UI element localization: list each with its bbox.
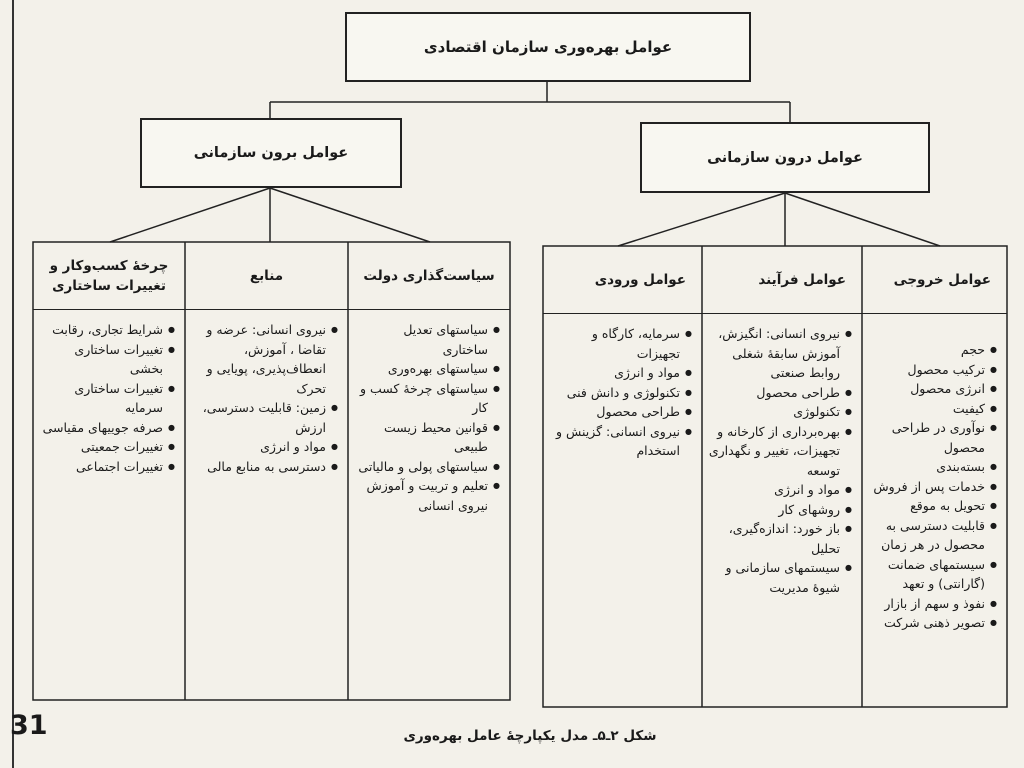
internal-title: عوامل درون سازمانی [707, 149, 863, 166]
list-item: ● سیستمهای سازمانی و شیوهٔ مدیریت [708, 558, 852, 597]
list-item: ● تحویل به موقع [868, 496, 997, 516]
list-item: ● زمین: قابلیت دسترسی، ارزش [191, 398, 338, 437]
list-item: ● صرفه جوییهای مقیاسی [39, 418, 175, 438]
external-column-government-policy [348, 242, 510, 700]
column-header: عوامل فرآیند [702, 246, 862, 314]
item-list [348, 320, 510, 515]
list-item: ● تعلیم و تربیت و آموزش نیروی انسانی [354, 476, 500, 515]
list-item: ● سیاستهای تعدیل ساختاری [354, 320, 500, 359]
list-item: ● طراحی محصول [549, 402, 692, 422]
list-item: ● سیاستهای پولی و مالیاتی [354, 457, 500, 477]
list-item: ● ترکیب محصول [868, 360, 997, 380]
list-item: ● تکنولوژی [708, 402, 852, 422]
column-header: عوامل ورودی [543, 246, 702, 314]
list-item: ● انرژی محصول [868, 379, 997, 399]
connector-external-right [270, 188, 430, 242]
external-box [140, 118, 402, 188]
column-header: منابع [185, 242, 348, 310]
connector-internal-left [618, 193, 785, 246]
list-item: ● تغییرات اجتماعی [39, 457, 175, 477]
item-list [702, 324, 862, 597]
list-item: ● تکنولوژی و دانش فنی [549, 383, 692, 403]
list-item: ● تغییرات ساختاری سرمایه [39, 379, 175, 418]
external-column-resources [185, 242, 348, 700]
list-item: ● تصویر ذهنی شرکت [868, 613, 997, 633]
list-item: ● شرایط تجاری، رقابت [39, 320, 175, 340]
internal-box [640, 122, 930, 193]
figure-caption: شکل ۲ـ۵ـ مدل یکپارچهٔ عامل بهره‌وری [403, 728, 657, 744]
internal-column-process [702, 246, 862, 707]
list-item: ● نفوذ و سهم از بازار [868, 594, 997, 614]
list-item: ● سیاستهای بهره‌وری [354, 359, 500, 379]
internal-column-input [543, 246, 702, 707]
list-item: ● بسته‌بندی [868, 457, 997, 477]
root-title: عوامل بهره‌وری سازمان اقتصادی [423, 38, 673, 56]
page-margin-line [12, 0, 14, 768]
item-list [862, 340, 1007, 633]
external-column-business-cycle [33, 242, 185, 700]
column-header: سیاست‌گذاری دولت [348, 242, 510, 310]
column-header: چرخهٔ کسب‌وکار و تغییرات ساختاری [33, 242, 185, 310]
list-item: ● بهره‌برداری از کارخانه و تجهیزات، تغییر و نگهداری توسعه [708, 422, 852, 481]
list-item: ● قابلیت دسترسی به محصول در هر زمان [868, 516, 997, 555]
list-item: ● دسترسی به منابع مالی [191, 457, 338, 477]
connector-internal-right [785, 193, 940, 246]
list-item: ● سرمایه، کارگاه و تجهیزات [549, 324, 692, 363]
list-item: ● نوآوری در طراحی محصول [868, 418, 997, 457]
internal-column-output [862, 246, 1007, 707]
list-item: ● مواد و انرژی [549, 363, 692, 383]
list-item: ● روشهای کار [708, 500, 852, 520]
list-item: ● تغییرات ساختاری بخشی [39, 340, 175, 379]
list-item: ● قوانین محیط زیست طبیعی [354, 418, 500, 457]
list-item: ● خدمات پس از فروش [868, 477, 997, 497]
item-list [33, 320, 185, 476]
list-item: ● حجم [868, 340, 997, 360]
list-item: ● تغییرات جمعیتی [39, 437, 175, 457]
list-item: ● باز خورد: اندازه‌گیری، تحلیل [708, 519, 852, 558]
list-item: ● سیستمهای ضمانت (گارانتی) و تعهد [868, 555, 997, 594]
list-item: ● مواد و انرژی [708, 480, 852, 500]
item-list [543, 324, 702, 461]
list-item: ● سیاستهای چرخهٔ کسب و کار [354, 379, 500, 418]
root-box [345, 12, 751, 82]
list-item: ● نیروی انسانی: گزینش و استخدام [549, 422, 692, 461]
connector-external-left [110, 188, 270, 242]
list-item: ● مواد و انرژی [191, 437, 338, 457]
column-header: عوامل خروجی [862, 246, 1007, 314]
external-title: عوامل برون سازمانی [193, 145, 349, 161]
list-item: ● طراحی محصول [708, 383, 852, 403]
list-item: ● کیفیت [868, 399, 997, 419]
list-item: ● نیروی انسانی: انگیزش، آموزش سابقهٔ شغلی روابط صنعتی [708, 324, 852, 383]
item-list [185, 320, 348, 476]
page-number: 31 [10, 710, 48, 741]
list-item: ● نیروی انسانی: عرضه و تقاضا ، آموزش، انعطاف‌پذیری، پویایی و تحرک [191, 320, 338, 398]
